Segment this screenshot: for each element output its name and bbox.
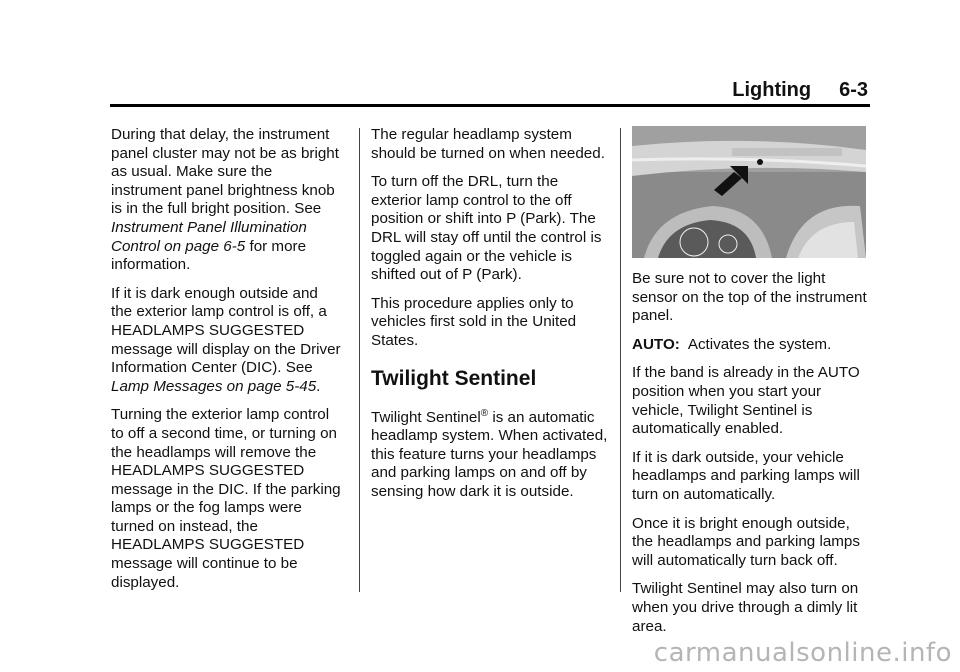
- paragraph: Once it is bright enough outside, the headlamps and parking lamps will automatically turn back off.: [632, 514, 860, 569]
- column-1: [111, 126, 343, 602]
- column-divider: [620, 128, 621, 592]
- paragraph: [371, 405, 611, 502]
- column-3: [632, 126, 868, 646]
- page-number: 6-3: [839, 79, 868, 101]
- text: If it is dark enough outside and the exterior lamp control is off, a HEADLAMPS SUGGESTED message will display on the Driver Information Center (DIC). See: [111, 284, 341, 377]
- section-heading: Twilight Sentinel: [371, 366, 537, 390]
- text: During that delay, the instrument panel cluster may not be as bright as usual. Make sure the instrument panel brightness knob is in the full bright position. See: [111, 126, 339, 218]
- text: is an automatic headlamp system. When activated, this feature turns your headlamps and parking lamps on and off by sensing how dark it is outside.: [371, 408, 608, 500]
- header-rule: [110, 104, 870, 107]
- paragraph: To turn off the DRL, turn the exterior lamp control to the off position or shift into P (Park). The DRL will stay off until the control is toggled again or the vehicle is shifted out of P (Park).: [371, 173, 602, 284]
- registered-mark: ®: [480, 407, 489, 419]
- paragraph: [111, 285, 343, 397]
- paragraph: Twilight Sentinel may also turn on when you drive through a dimly lit area.: [632, 580, 859, 635]
- text: .: [316, 377, 321, 395]
- section-title-header: Lighting: [732, 79, 812, 101]
- cross-reference: Instrument Panel Illumination Control on page 6-5: [111, 218, 307, 255]
- paragraph: [632, 336, 868, 355]
- column-2: [371, 126, 611, 512]
- watermark: carmanualsonline.info: [653, 638, 952, 668]
- paragraph: Turning the exterior lamp control to off a second time, or turning on the headlamps will remove the HEADLAMPS SUGGESTED message in the DIC. If the parking lamps or the fog lamps were turned on instead, the HEADLAMPS SUGGESTED message will continue to be displayed.: [111, 406, 341, 591]
- paragraph: If the band is already in the AUTO position when you start your vehicle, Twilight Sentinel is automatically enabled.: [632, 364, 860, 438]
- figure-caption: Be sure not to cover the light sensor on the top of the instrument panel.: [632, 270, 867, 325]
- paragraph: [111, 126, 343, 275]
- paragraph: This procedure applies only to vehicles first sold in the United States.: [371, 294, 577, 349]
- text: Twilight Sentinel: [371, 408, 481, 426]
- column-divider: [359, 128, 360, 592]
- light-sensor-illustration: [632, 126, 866, 258]
- cross-reference: Lamp Messages on page 5-45: [111, 377, 317, 395]
- term-auto: AUTO:: [632, 335, 680, 353]
- page-header: [732, 78, 868, 102]
- paragraph: If it is dark outside, your vehicle headlamps and parking lamps will turn on automatically.: [632, 448, 860, 503]
- text: Activates the system.: [687, 335, 832, 353]
- paragraph: The regular headlamp system should be turned on when needed.: [371, 126, 605, 162]
- text: for more information.: [111, 237, 307, 274]
